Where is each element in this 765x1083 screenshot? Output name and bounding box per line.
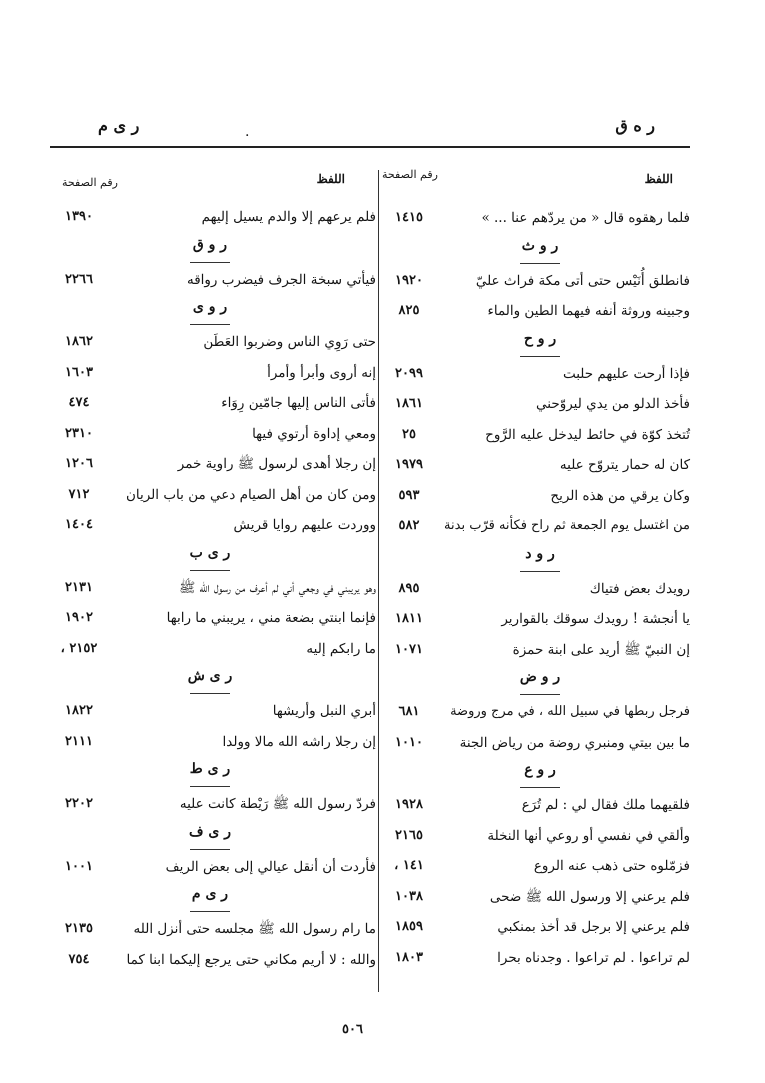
entry-row (380, 882, 690, 912)
section-root-heading: ر و ى (192, 299, 228, 315)
entry-page-number: ٨٩٥ (398, 580, 420, 596)
entry-text: يا أنجشة ! رويدك سوقك بالقوارير (501, 611, 690, 627)
section-underline (190, 570, 230, 571)
entry-page-number: ١٨١١ (395, 611, 423, 626)
entry-row (380, 450, 690, 480)
entry-text: فلم يرعني إلا ورسول الله ﷺ ضحى (489, 888, 690, 905)
entry-text: تُتخذ كوّة في حائط ليدخل عليه الرَّوح (485, 426, 690, 443)
entry-page-number: ١٨٥٩ (395, 919, 423, 934)
section-underline (190, 262, 230, 263)
entry-text: وجبينه وروثة أنفه فيهما الطين والماء (487, 303, 690, 319)
entry-text: حتى رَوِي الناس وضربوا العَطَن (203, 334, 376, 350)
entry-page-number: ١٩٠٢ (65, 610, 93, 625)
entry-row (380, 389, 690, 419)
entry-row (380, 821, 690, 851)
entry-page-number: ٢٥ (402, 426, 416, 442)
section-underline (520, 571, 560, 572)
section-root-heading: ر ى ف (189, 823, 231, 840)
entry-page-number: ٤٧٤ (68, 395, 90, 410)
entry-page-number: ٢١١١ (65, 733, 93, 749)
entry-text: فإنما ابنتي بضعة مني ، يريبني ما رابها (166, 610, 376, 626)
entry-page-number: ١٩٧٩ (395, 457, 423, 472)
section-underline (190, 693, 230, 694)
entry-page-number: ١٨٢٢ (65, 703, 93, 718)
page-heading-left: رقم الصفحة (62, 176, 118, 189)
section-underline (190, 324, 230, 325)
word-heading-left: اللفظ (316, 172, 345, 186)
entry-row (50, 510, 376, 540)
entry-row (380, 359, 690, 389)
entry-page-number: ١٨٦١ (395, 396, 423, 411)
entry-text: أبري النبل وأريشها (272, 703, 376, 719)
entry-text: إن رجلا أهدى لرسول ﷺ راوية خمر (177, 456, 376, 472)
entry-text: والله : لا أريم مكاني حتى يرجع إليكما ابنا كما (126, 951, 376, 968)
section-underline (520, 356, 560, 357)
entry-row (380, 266, 690, 296)
section-root-heading: ر ى ش (187, 668, 233, 684)
entry-text: فأتى الناس إليها جامّين رِوَاء (221, 395, 376, 411)
section-root-heading: ر و ح (523, 330, 557, 347)
entry-page-number: ٢٢٠٢ (65, 796, 93, 811)
entry-text: فزمّلوه حتى ذهب عنه الروع (533, 858, 690, 874)
entry-page-number: ١٠٣٨ (395, 888, 423, 904)
entry-page-number: ٢٠٩٩ (395, 365, 423, 381)
entry-text: فلم يرعني إلا برجل قد أخذ بمنكبي (497, 919, 690, 935)
section-root-heading: ر و ض (519, 669, 561, 685)
entry-text: وهو يريبني في وجعي أني لم أعرف من رسول الله ﷺ (178, 579, 376, 596)
entry-row (50, 388, 376, 418)
word-heading-right: اللفظ (644, 172, 673, 186)
page-heading-right: رقم الصفحة (382, 168, 438, 181)
entry-row (50, 449, 376, 479)
entry-text: ما رابكم إليه (306, 640, 376, 657)
entry-row (50, 419, 376, 449)
header-rule (50, 146, 690, 148)
entry-row (380, 912, 690, 942)
entry-page-number: ٢١٣١ (65, 579, 93, 595)
entry-row (50, 789, 376, 819)
entry-text: ما بين بيتي ومنبري روضة من رياض الجنة (459, 734, 690, 751)
entry-row (380, 851, 690, 881)
entry-text: وألقي في نفسي أو روعي أنها النخلة (487, 827, 690, 844)
entry-row (50, 480, 376, 510)
entry-page-number: ٢٢٦٦ (65, 271, 93, 287)
section-root-heading: ر ى ب (189, 544, 231, 561)
page-number: ٥٠٦ (342, 1022, 363, 1037)
section-root-heading: ر و د (525, 545, 555, 562)
section-root-heading: ر ى م (191, 886, 229, 902)
entry-row (380, 574, 690, 604)
column-divider (378, 170, 379, 992)
entry-text: فإذا أرحت عليهم حلبت (562, 365, 690, 382)
section-root-heading: ر و ق (192, 236, 228, 253)
entry-text: لم تراعوا . لم تراعوا . وجدناه بحرا (497, 949, 690, 966)
entry-row (50, 945, 376, 975)
entry-page-number: ١٤٠٤ (65, 517, 93, 532)
entry-page-number: ١٢٠٦ (65, 456, 93, 471)
entry-text: رويدك بعض فتياك (589, 580, 690, 597)
entry-text: فلقيهما ملك فقال لي : لم تُرَع (521, 797, 690, 813)
entry-text: ما رام رسول الله ﷺ مجلسه حتى أنزل الله (133, 921, 376, 937)
entry-page-number: ٧١٢ (68, 486, 90, 502)
entry-row (50, 327, 376, 357)
entry-page-number: ٢١٦٥ (395, 827, 423, 843)
section-underline (520, 694, 560, 695)
entry-text: فلم يرعهم إلا والدم يسيل إليهم (201, 209, 376, 225)
entry-row (380, 296, 690, 326)
entry-text: كان له حمار يتروّح عليه (559, 457, 690, 473)
entry-text: إنه أروى وأبرأ وأمرأ (267, 364, 376, 381)
entry-page-number: ١٠١٠ (395, 734, 423, 750)
entry-text: فأخذ الدلو من يدي ليروّحني (536, 396, 690, 412)
entry-row (380, 604, 690, 634)
entry-row (380, 635, 690, 665)
entry-page-number: ٢١٣٥ (65, 921, 93, 936)
entry-row (50, 634, 376, 664)
entry-page-number: ١٤١٥ (395, 210, 423, 225)
entry-page-number: ٥٩٣ (398, 487, 420, 503)
entry-row (380, 790, 690, 820)
entry-text: إن رجلا راشه الله مالا وولدا (222, 733, 376, 750)
entry-page-number: ٧٥٤ (68, 951, 90, 967)
entry-page-number: ٥٨٢ (398, 518, 420, 533)
entry-text: ووردت عليهم روايا قريش (233, 517, 376, 533)
entry-page-number: ١٠٠١ (65, 858, 93, 874)
section-underline (520, 263, 560, 264)
section-root-heading: ر و ع (524, 762, 556, 778)
entry-text: وكان يرقي من هذه الريح (550, 487, 690, 504)
section-root-heading: ر و ث (521, 237, 559, 254)
entry-row (50, 265, 376, 295)
entry-text: ومعي إداوة أرتوي فيها (252, 425, 376, 442)
entry-row (380, 203, 690, 233)
section-underline (520, 787, 560, 788)
entry-page-number: ١٣٩٠ (65, 209, 93, 224)
entry-row (50, 573, 376, 603)
entry-row (50, 727, 376, 757)
entry-page-number: ١٦٠٣ (65, 364, 93, 380)
entry-page-number: ١٨٠٣ (395, 949, 423, 965)
entry-row (380, 943, 690, 973)
entry-page-number: ١٨٦٢ (65, 334, 93, 349)
entry-page-number: ٢٣١٠ (65, 425, 93, 441)
section-underline (190, 786, 230, 787)
entry-row (50, 202, 376, 232)
entry-row (50, 603, 376, 633)
entry-row (380, 511, 690, 541)
entry-text: فأردت أن أنقل عيالي إلى بعض الريف (165, 858, 376, 875)
entry-row (50, 358, 376, 388)
running-header-left: ر ى م (98, 116, 140, 135)
entry-page-number: ١٩٢٠ (395, 272, 423, 288)
entry-row (380, 481, 690, 511)
entry-row (380, 697, 690, 727)
entry-row (50, 914, 376, 944)
entry-text: فانطلق أُنَيْس حتى أتى مكة فراث عليّ (475, 272, 690, 289)
entry-text: من اغتسل يوم الجمعة ثم راح فكأنه قرّب بدنة (444, 518, 690, 533)
entry-text: فلما رهقوه قال « من يردّهم عنا ... » (481, 210, 690, 226)
entry-text: فيأتي سبخة الجرف فيضرب رواقه (186, 271, 376, 288)
entry-page-number: ١٠٧١ (395, 641, 423, 657)
section-underline (190, 911, 230, 912)
entry-page-number: ٦٨١ (398, 704, 420, 719)
entry-row (380, 420, 690, 450)
entry-row (50, 696, 376, 726)
section-underline (190, 849, 230, 850)
entry-text: إن النبيّ ﷺ أريد على ابنة حمزة (512, 641, 690, 658)
entry-page-number: ١٩٢٨ (395, 797, 423, 812)
entry-page-number: ١٤١ ، (394, 858, 424, 873)
section-root-heading: ر ى ط (189, 761, 231, 777)
entry-row (380, 728, 690, 758)
header-dot: . (245, 124, 250, 140)
entry-row (50, 852, 376, 882)
entry-page-number: ٢١٥٢ ، (60, 640, 98, 656)
entry-text: فرجل ربطها في سبيل الله ، في مرج وروضة (450, 704, 690, 719)
entry-text: فردّ رسول الله ﷺ رَيْطة كانت عليه (179, 796, 376, 812)
running-header-right: ر ه ق (615, 116, 655, 135)
entry-text: ومن كان من أهل الصيام دعي من باب الريان (125, 486, 376, 503)
entry-page-number: ٨٢٥ (398, 303, 420, 318)
